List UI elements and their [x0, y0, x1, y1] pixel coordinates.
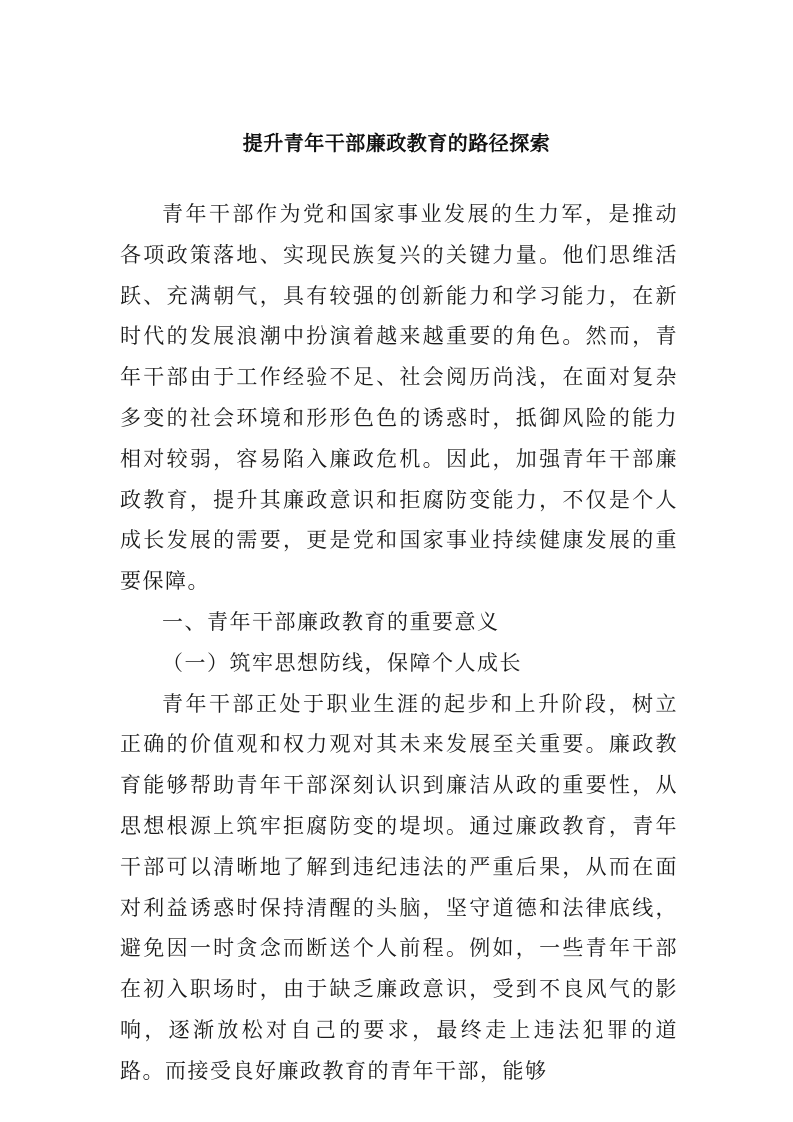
subsection-heading: （一）筑牢思想防线，保障个人成长: [162, 650, 522, 675]
intro-paragraph: 青年干部作为党和国家事业发展的生力军，是推动各项政策落地、实现民族复兴的关键力量。他们思维活跃、充满朝气，具有较强的创新能力和学习能力，在新时代的发展浪潮中扮演着越来越重要的角色。然而，青年干部由于工作经验不足、社会阅历尚浅，在面对复杂多变的社会环境和形形色色的诱惑时，抵御风险的能力相对较弱，容易陷入廉政危机。因此，加强青年干部廉政教育，提升其廉政意识和拒腐防变能力，不仅是个人成长发展的需要，更是党和国家事业持续健康发展的重要保障。: [120, 202, 678, 594]
body-paragraph: 青年干部正处于职业生涯的起步和上升阶段，树立正确的价值观和权力观对其未来发展至关重要。廉政教育能够帮助青年干部深刻认识到廉洁从政的重要性，从思想根源上筑牢拒腐防变的堤坝。通过廉政教育，青年干部可以清晰地了解到违纪违法的严重后果，从而在面对利益诱惑时保持清醒的头脑，坚守道德和法律底线，避免因一时贪念而断送个人前程。例如，一些青年干部在初入职场时，由于缺乏廉政意识，受到不良风气的影响，逐渐放松对自己的要求，最终走上违法犯罪的道路。而接受良好廉政教育的青年干部，能够: [120, 691, 678, 1083]
document-title: 提升青年干部廉政教育的路径探索: [242, 131, 551, 155]
section-heading: 一、青年干部廉政教育的重要意义: [162, 609, 500, 634]
document-body: [120, 194, 678, 1092]
